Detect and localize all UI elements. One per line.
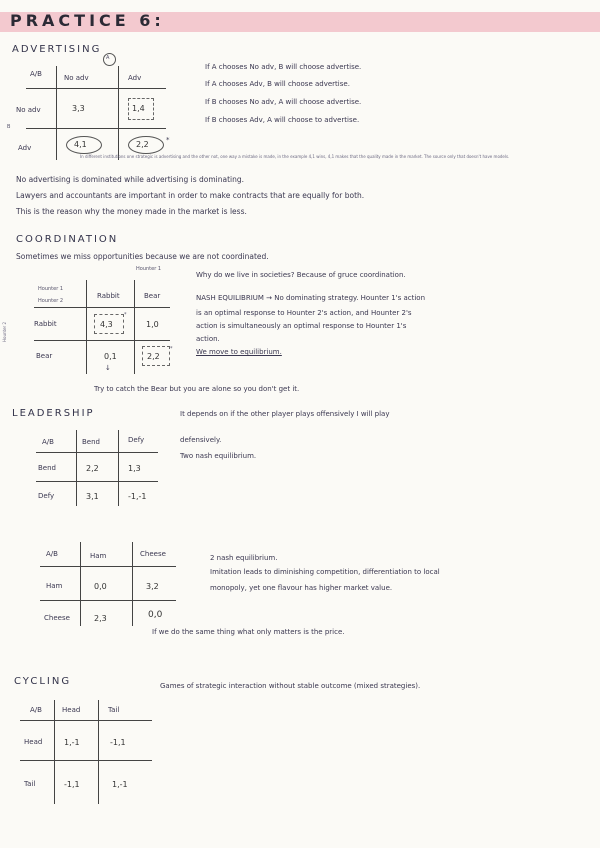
intro-line: Sometimes we miss opportunities because we are not coordinated. <box>16 252 269 261</box>
food-text: 2 nash equilibrium. <box>210 554 278 562</box>
grid-line <box>98 700 99 804</box>
grid-line <box>118 66 119 160</box>
table-cell: 4,1 <box>74 140 87 149</box>
row-header: Rabbit <box>34 320 57 328</box>
table-cell: -1,1 <box>64 780 80 789</box>
grid-line <box>26 128 166 129</box>
col-header: Adv <box>128 74 142 82</box>
col-header: Cheese <box>140 550 166 558</box>
grid-line <box>118 430 119 506</box>
row-header: Adv <box>18 144 32 152</box>
table-cell: 3,3 <box>72 104 85 113</box>
row-header: Head <box>24 738 43 746</box>
row-header: Defy <box>38 492 55 500</box>
table-cell: 0,0 <box>94 582 107 591</box>
grid-line <box>36 452 158 453</box>
row-header: Ham <box>46 582 63 590</box>
table-cell: 4,3 <box>100 320 113 329</box>
table-corner: Hounter 1 <box>38 286 64 292</box>
table-cell: 3,2 <box>146 582 159 591</box>
table-cell: 1,0 <box>146 320 159 329</box>
table-cell: 1,4 <box>132 104 145 113</box>
coord-text: action is simultaneously an optimal response to Hounter 1's <box>196 322 407 330</box>
grid-line <box>132 542 133 626</box>
circle-marker <box>103 53 116 66</box>
grid-line <box>36 481 158 482</box>
equilibrium-star: * <box>124 312 127 318</box>
coord-text: We move to equilibrium. <box>196 348 282 356</box>
row-header: Tail <box>24 780 36 788</box>
side-label-b: B <box>7 124 11 130</box>
leadership-text: It depends on if the other player plays offensively I will play <box>180 410 390 418</box>
table-cell: 1,-1 <box>112 780 128 789</box>
col-header: Bend <box>82 438 100 446</box>
table-cell: 3,1 <box>86 492 99 501</box>
grid-line <box>54 700 55 804</box>
food-text: monopoly, yet one flavour has higher market value. <box>210 584 393 592</box>
row-header: Cheese <box>44 614 70 622</box>
section-heading-cycling: CYCLING <box>14 676 72 687</box>
col-header: No adv <box>64 74 89 82</box>
grid-line <box>20 760 152 761</box>
section-heading-advertising: ADVERTISING <box>12 44 102 55</box>
table-corner: A/B <box>30 706 42 714</box>
col-header: Ham <box>90 552 107 560</box>
table-cell: 0,0 <box>148 610 163 620</box>
leadership-text: Two nash equilibrium. <box>180 452 257 460</box>
column-note: Hounter 1 <box>136 266 162 272</box>
section-heading-coordination: COORDINATION <box>16 234 119 245</box>
table-cell: 2,2 <box>136 140 149 149</box>
grid-line <box>80 542 81 626</box>
page-title: PRACTICE 6: <box>10 11 165 30</box>
equilibrium-star: * <box>170 346 173 352</box>
note-line: This is the reason why the money made in the market is less. <box>16 207 247 216</box>
equilibrium-star: * <box>166 136 170 144</box>
table-cell: -1,1 <box>110 738 126 747</box>
grid-line <box>76 430 77 506</box>
food-text: Imitation leads to diminishing competition, differentiation to local <box>210 568 440 576</box>
rule-line: If B chooses Adv, A will choose to advertise. <box>205 116 360 124</box>
food-footer: If we do the same thing what only matters is the price. <box>152 628 345 636</box>
cycling-text: Games of strategic interaction without stable outcome (mixed strategies). <box>160 682 421 690</box>
table-corner: A/B <box>46 550 58 558</box>
section-heading-leadership: LEADERSHIP <box>12 408 95 419</box>
col-header: Head <box>62 706 81 714</box>
row-header: No adv <box>16 106 41 114</box>
coord-footer: Try to catch the Bear but you are alone so you don't get it. <box>94 385 300 393</box>
col-header: Rabbit <box>97 292 120 300</box>
rule-line: If B chooses No adv, A will choose advertise. <box>205 98 362 106</box>
grid-line <box>20 720 152 721</box>
coord-text: Why do we live in societies? Because of gruce coordination. <box>196 271 406 279</box>
small-note: In different institutions one strategic is advertising and the other not, one way a mistake is made, in the example 4,1 wins, 4,1 makes that the quality made in the market. The source only that doesn't have models. <box>80 154 510 159</box>
arrow-icon: ↓ <box>105 364 111 372</box>
table-cell: 2,2 <box>86 464 99 473</box>
grid-line <box>86 280 87 374</box>
note-line: Lawyers and accountants are important in order to make contracts that are equally for both. <box>16 191 365 200</box>
grid-line <box>56 66 57 160</box>
leadership-text: defensively. <box>180 436 222 444</box>
table-corner: Hounter 2 <box>38 298 64 304</box>
coord-text: action. <box>196 335 220 343</box>
col-header: Bear <box>144 292 161 300</box>
row-header: Bear <box>36 352 53 360</box>
table-cell: -1,-1 <box>128 492 147 501</box>
col-header: Defy <box>128 436 145 444</box>
grid-line <box>40 566 176 567</box>
grid-line <box>26 88 166 89</box>
grid-line <box>134 280 135 374</box>
circle-a-label: A <box>106 55 110 61</box>
table-cell: 2,3 <box>94 614 107 623</box>
rule-line: If A chooses No adv, B will choose advertise. <box>205 63 362 71</box>
table-cell: 0,1 <box>104 352 117 361</box>
table-cell: 1,3 <box>128 464 141 473</box>
row-header: Bend <box>38 464 56 472</box>
table-cell: 2,2 <box>147 352 160 361</box>
table-corner: A/B <box>42 438 54 446</box>
grid-line <box>40 600 176 601</box>
table-cell: 1,-1 <box>64 738 80 747</box>
note-line: No advertising is dominated while advertising is dominating. <box>16 175 244 184</box>
table-corner: A/B <box>30 70 42 78</box>
coord-text: NASH EQUILIBRIUM → No dominating strategy. Hounter 1's action <box>196 294 426 302</box>
grid-line <box>34 340 170 341</box>
rule-line: If A chooses Adv, B will choose advertise. <box>205 80 350 88</box>
side-label: Hounter 2 <box>2 321 7 342</box>
grid-line <box>34 307 170 308</box>
col-header: Tail <box>108 706 120 714</box>
coord-text: is an optimal response to Hounter 2's action, and Hounter 2's <box>196 309 412 317</box>
